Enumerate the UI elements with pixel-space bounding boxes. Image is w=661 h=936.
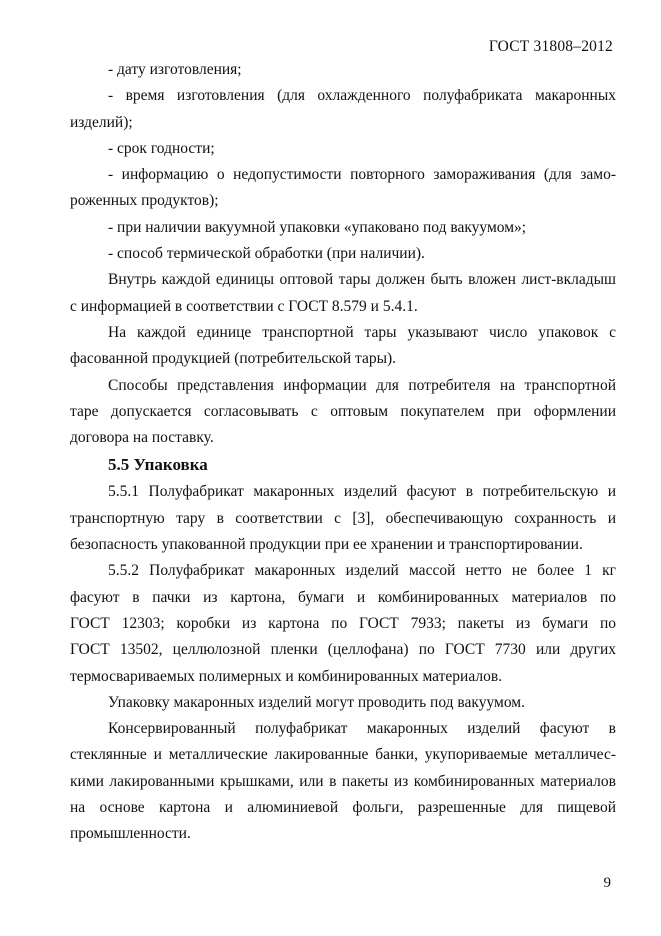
paragraph-canned-cont-3: на основе картона и алюминиевой фольги, разрешенные для пищевой — [70, 799, 616, 817]
paragraph-insert-sheet: Внутрь каждой единицы оптовой тары должен быть вложен лист-вкладыш — [108, 271, 616, 289]
clause-5-5-2-cont-3: ГОСТ 13502, целлюлозной пленки (целлофана) по ГОСТ 7730 или других — [70, 641, 616, 659]
paragraph-info-methods: Способы представления информации для потребителя на транспортной — [108, 376, 616, 394]
paragraph-vacuum: Упаковку макаронных изделий могут проводить под вакуумом. — [108, 693, 525, 711]
body-text — [70, 57, 616, 848]
clause-5-5-2: 5.5.2 Полуфабрикат макаронных изделий массой нетто не более 1 кг — [108, 562, 616, 580]
paragraph-insert-sheet-cont: с информацией в соответствии с ГОСТ 8.579 и 5.4.1. — [70, 297, 418, 315]
list-item-shelf-life: - срок годности; — [108, 139, 215, 157]
section-heading-packaging: 5.5 Упаковка — [108, 455, 208, 475]
clause-5-5-1: 5.5.1 Полуфабрикат макаронных изделий фасуют в потребительскую и — [108, 483, 616, 501]
clause-5-5-1-end: безопасность упакованной продукции при ее хранении и транспортировании. — [70, 536, 583, 554]
list-item-cooking-method: - способ термической обработки (при наличии). — [108, 245, 425, 263]
paragraph-canned-end: промышленности. — [70, 825, 191, 843]
list-item-manufacture-time-cont: изделий); — [70, 113, 133, 131]
list-item-manufacture-date: - дату изготовления; — [108, 61, 242, 78]
list-item-vacuum-packaging: - при наличии вакуумной упаковки «упаковано под вакуумом»; — [108, 218, 527, 236]
paragraph-canned: Консервированный полуфабрикат макаронных изделий фасуют в — [108, 720, 616, 738]
list-item-refreeze-warning: - информацию о недопустимости повторного замораживания (для замо- — [108, 166, 616, 184]
list-item-refreeze-warning-cont: роженных продуктов); — [70, 192, 219, 210]
paragraph-canned-cont-1: стеклянные и металлические лакированные банки, укупориваемые металличес- — [70, 746, 616, 764]
paragraph-info-methods-cont: таре допускается согласовывать с оптовым покупателем при оформлении — [70, 402, 616, 420]
clause-5-5-2-end: термосвариваемых полимерных и комбинированных материалов. — [70, 667, 503, 685]
paragraph-transport-tare-cont: фасованной продукцией (потребительской тары). — [70, 350, 397, 368]
clause-5-5-1-cont: транспортную тару в соответствии с [3], обеспечивающую сохранность и — [70, 509, 616, 527]
page-number: 9 — [603, 875, 611, 891]
paragraph-transport-tare: На каждой единице транспортной тары указывают число упаковок с — [108, 323, 616, 341]
clause-5-5-2-cont-2: ГОСТ 12303; коробки из картона по ГОСТ 7933; пакеты из бумаги по — [70, 614, 616, 632]
paragraph-canned-cont-2: кими лакированными крышками, или в пакеты из комбинированных материалов — [70, 772, 616, 790]
document-code: ГОСТ 31808–2012 — [488, 38, 613, 55]
paragraph-info-methods-end: договора на поставку. — [70, 429, 214, 447]
list-item-manufacture-time: - время изготовления (для охлажденного полуфабриката макаронных — [108, 87, 616, 105]
clause-5-5-2-cont-1: фасуют в пачки из картона, бумаги и комбинированных материалов по — [70, 588, 616, 606]
